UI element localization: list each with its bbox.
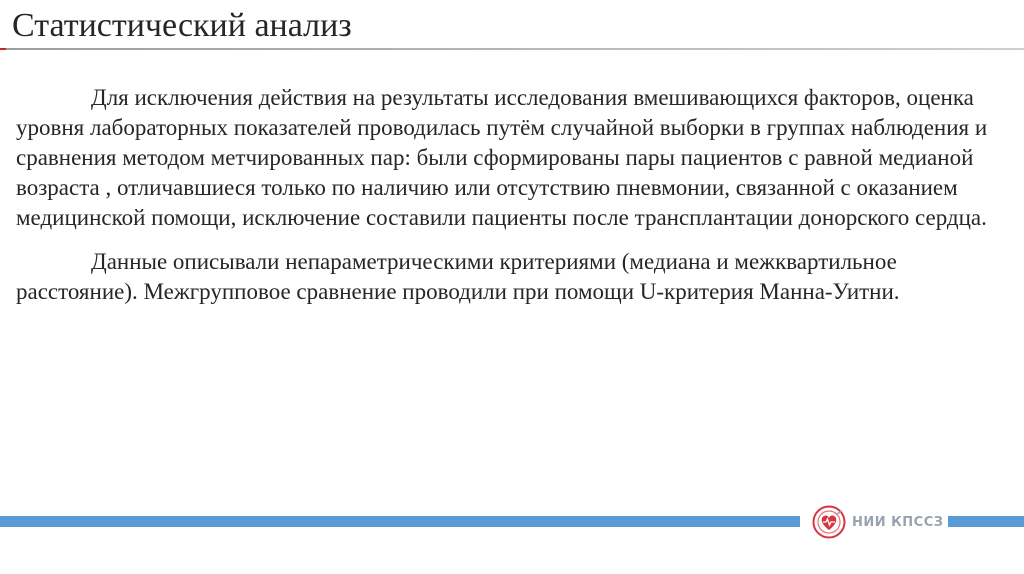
slide-body <box>16 83 1006 307</box>
slide-title: Статистический анализ <box>12 7 352 44</box>
paragraph-methods: Для исключения действия на результаты исследования вмешивающихся факторов, оценка уровня лабораторных показателей проводилась путём случайной выборки в группах наблюдения и сравнения методом метчированных пар: были сформированы пары пациентов с равной медианой возраста , отличавшиеся только по наличию или отсутствию пневмонии, связанной с оказанием медицинской помощи, исключение составили пациенты после трансплантации донорского сердца. <box>16 85 988 230</box>
paragraph-statistics: Данные описывали непараметрическими критериями (медиана и межквартильное расстояние). Межгрупповое сравнение проводили при помощи U-критерия Манна-Уитни. <box>16 249 900 304</box>
footer-band-right <box>948 516 1024 527</box>
logo-text: НИИ КПССЗ <box>852 514 944 530</box>
institute-logo <box>812 503 944 541</box>
title-underline <box>0 48 1024 50</box>
heart-emblem-icon <box>812 505 846 539</box>
footer-band-left <box>0 516 800 527</box>
